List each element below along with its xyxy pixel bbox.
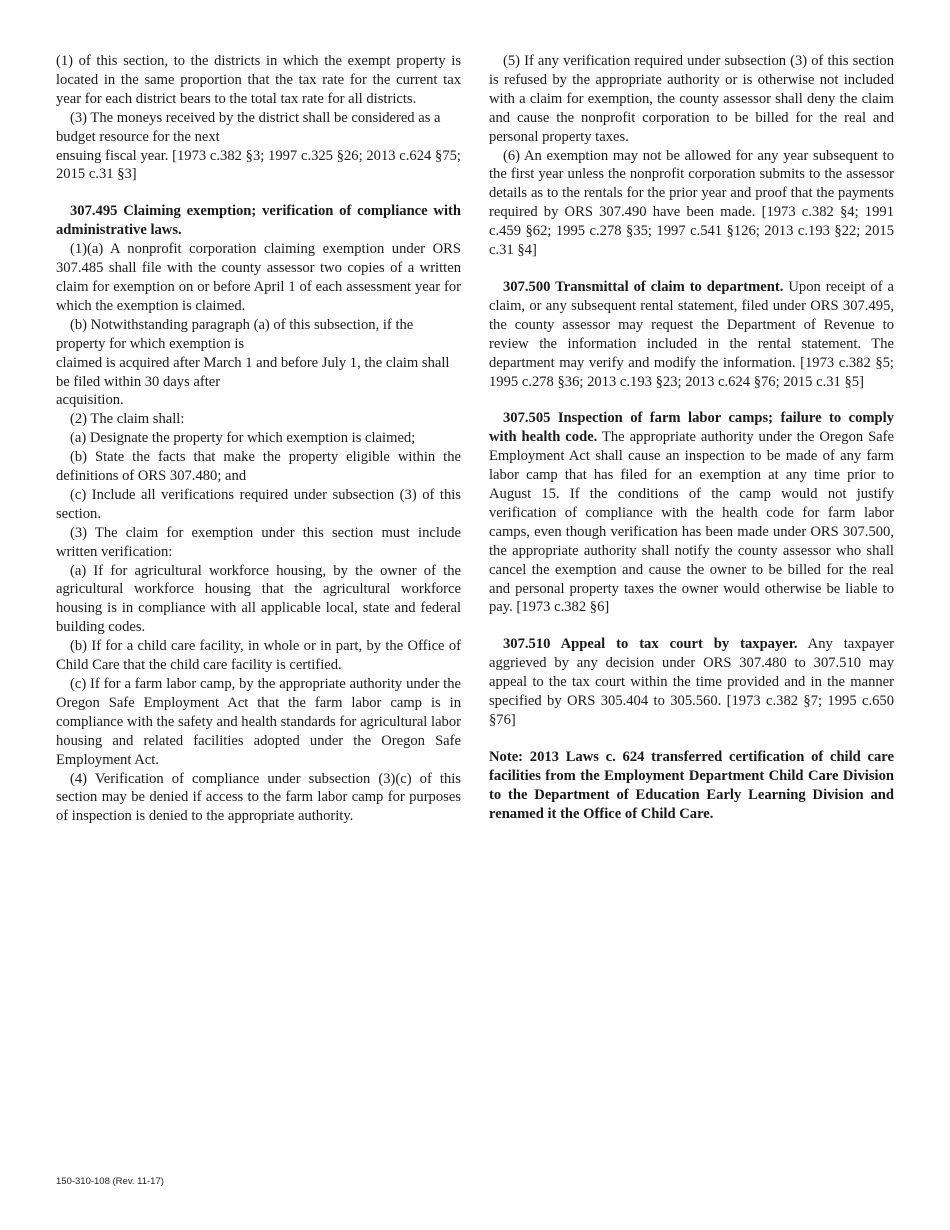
section-307-505 — [489, 409, 894, 617]
s495-para-2: (2) The claim shall: — [70, 411, 185, 428]
s495-para-3a: (a) If for agricultural workforce housing, by the owner of the agricultural workforce housing that the agricultural workforce housing is in compliance with all applicable local, state and federal building codes. — [56, 562, 461, 636]
section-307-510-body: Any taxpayer aggrieved by any decision under ORS 307.480 to 307.510 may appeal to the tax court within the time provided and in the manner specified by ORS 305.404 to 305.560. [1973 c.382 §7; 1995 c.650 §76] — [489, 636, 894, 728]
paragraph-3-moneys: (3) The moneys received by the district shall be considered as a budget resource for the next — [56, 109, 441, 145]
section-307-500-body: Upon receipt of a claim, or any subsequent rental statement, filed under ORS 307.495, the county assessor may request the Department of Revenue to review the information included in the rental statement. The department may verify and modify the information. [1973 c.382 §5; 1995 c.278 §36; 2013 c.193 §23; 2013 c.624 §76; 2015 c.31 §5] — [489, 278, 894, 390]
section-307-500-title: 307.500 Transmittal of claim to department. — [503, 278, 784, 295]
section-307-505-body: The appropriate authority under the Oregon Safe Employment Act shall cause an inspection to be made of any farm labor camp that has filed for an exemption at any time prior to August 15. If the conditions of the camp would not justify verification of compliance with the health code for farm labor camps, even though verification has been made under ORS 307.500, the appropriate authority shall notify the county assessor who shall cancel the exemption and cause the owner to be billed for the real and personal property taxes the owner would otherwise be liable to pay. [1973 c.382 §6] — [489, 429, 894, 616]
s495-para-5: (5) If any verification required under subsection (3) of this section is refused by the appropriate authority or is otherwise not included with a claim for exemption, the county assessor shall deny the claim and cause the nonprofit corporation to be billed for the real and personal property taxes. — [489, 53, 894, 145]
section-307-495-title: 307.495 Claiming exemption; verification of compliance with administrative laws. — [56, 203, 461, 239]
s495-para-2c: (c) Include all verifications required under subsection (3) of this section. — [56, 486, 461, 522]
s495-para-3b: (b) If for a child care facility, in whole or in part, by the Office of Child Care that the child care facility is certified. — [56, 638, 461, 674]
form-number-footer: 150-310-108 (Rev. 11-17) — [56, 1176, 164, 1187]
s495-para-1a: (1)(a) A nonprofit corporation claiming exemption under ORS 307.485 shall file with the county assessor two copies of a written claim for exemption on or before April 1 of each assessment year for which the exemption is claimed. — [56, 241, 461, 314]
paragraph-3-moneys-cont: ensuing fiscal year. [1973 c.382 §3; 1997 c.325 §26; 2013 c.624 §75; 2015 c.31 §3] — [56, 147, 461, 183]
s495-para-6: (6) An exemption may not be allowed for any year subsequent to the first year unless the nonprofit corporation submits to the assessor details as to the rentals for the prior year and proof that the payments required by ORS 307.490 have been made. [1973 c.382 §4; 1991 c.459 §62; 1995 c.278 §35; 1997 c.541 §126; 2013 c.193 §22; 2015 c.31 §4] — [489, 147, 894, 259]
s495-para-3c: (c) If for a farm labor camp, by the appropriate authority under the Oregon Safe Employment Act that the farm labor camp is in compliance with the safety and health standards for agricultural labor housing and related facilities adopted under the Oregon Safe Employment Act. — [56, 676, 461, 768]
s495-para-2a: (a) Designate the property for which exemption is claimed; — [70, 430, 416, 447]
s495-para-4: (4) Verification of compliance under subsection (3)(c) of this section may be denied if access to the farm labor camp for purposes of inspection is denied to the appropriate authority. — [56, 770, 461, 825]
s495-para-3: (3) The claim for exemption under this section must include written verification: — [56, 524, 461, 560]
s495-para-2b: (b) State the facts that make the property eligible within the definitions of ORS 307.480; and — [56, 449, 461, 485]
editorial-note: Note: 2013 Laws c. 624 transferred certification of child care facilities from the Employment Department Child Care Division to the Department of Education Early Learning Division and renamed it the Office of Child Care. — [489, 748, 894, 822]
paragraph-continuation: (1) of this section, to the districts in which the exempt property is located in the same proportion that the tax rate for the current tax year for each district bears to the total tax rate for all districts. — [56, 53, 461, 107]
section-307-505-title: 307.505 Inspection of farm labor camps; failure to comply with health code. — [489, 410, 894, 446]
section-307-510-title: 307.510 Appeal to tax court by taxpayer. — [503, 636, 798, 653]
left-column — [56, 52, 461, 826]
s495-para-1b: (b) Notwithstanding paragraph (a) of this subsection, if the property for which exemption is — [56, 316, 414, 352]
s495-para-1b-end: acquisition. — [56, 392, 124, 409]
right-column — [489, 52, 894, 824]
section-307-510 — [489, 635, 894, 730]
s495-para-1b-cont: claimed is acquired after March 1 and before July 1, the claim shall be filed within 30 days after — [56, 354, 450, 390]
section-307-500 — [489, 278, 894, 391]
